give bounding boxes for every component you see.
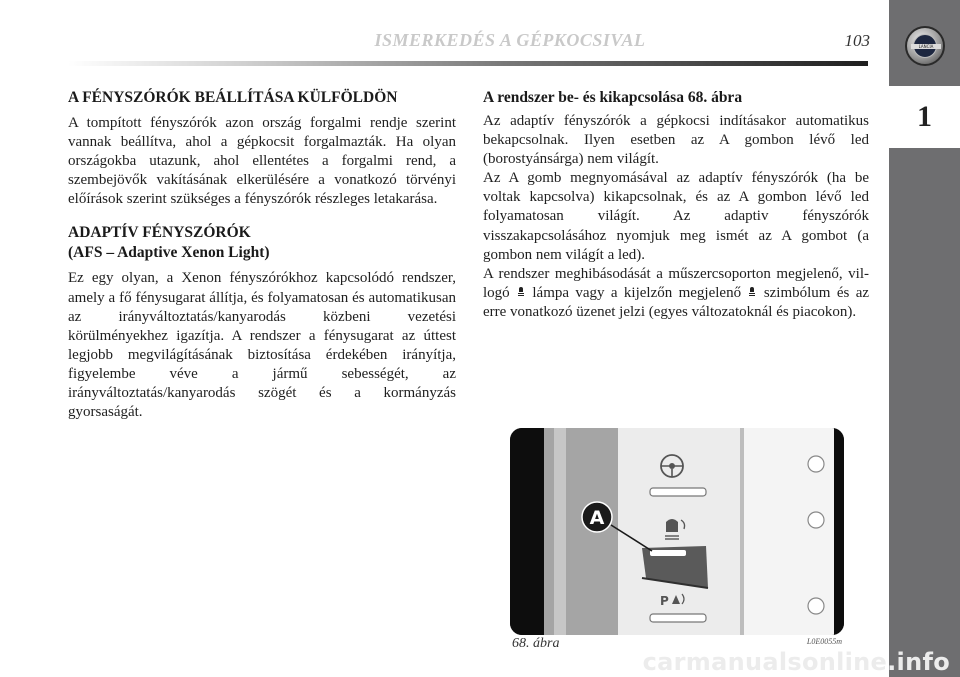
afs-warning-symbol-icon [749,287,755,298]
panel-screw-bottom [808,598,824,614]
lower-switch-slot [650,614,706,622]
toggle-paragraph-2: Az A gomb megnyomásával az adaptív fényszórók (ha be voltak kapcsolva) kikapcsolnak, és az A gombon lévő led folyamatosan világít. Az adaptiv fényszórók visszakapcsolásához nyomjuk meg ismét az A gombot (a gombon nem világít a led). [483,170,869,263]
logo-text: LANCIA [911,44,941,49]
toggle-paragraph-3 [483,265,869,322]
figure-code: L0E0055m [806,637,842,646]
section-title-afs: ADAPTÍV FÉNYSZÓRÓK [68,224,251,242]
toggle-p3-part3: szimbólum és az erre vonatkozó üzenet jelzi (egyes változatoknál és piacokon). [483,284,870,320]
section-title-toggle: A rendszer be- és kikapcsolása 68. ábra [483,89,743,106]
section-title-abroad: A FÉNYSZÓRÓK BEÁLLÍTÁSA KÜLFÖLDÖN [68,89,398,106]
callout-a-label: A [589,507,605,529]
figure-caption: 68. ábra [512,636,560,651]
page-header-title: ISMERKEDÉS A GÉPKOCSIVAL [374,30,646,50]
section-body-abroad: A tompított fényszórók azon ország forgalmi rendje szerint vannak beállítva, ahol a gépkocsit forgalmazták. Ha olyan országokba utazunk, ahol ellentétes a forgalmi rend, a szembejövők vakításának elkerülésére a vonatkozó törvényi előírások szerint szükséges a fényszórók részleges letakarása. [68,115,456,208]
toggle-p3-part1: A rendszer meghibásodását a műszercsoporton megjelenő, vil-logó [483,265,869,301]
afs-warning-lamp-icon [518,287,524,298]
panel-screw-middle [808,512,824,528]
watermark-text: carmanualsonline.info [642,648,950,676]
chapter-tab[interactable]: 1 [889,86,960,148]
svg-text:P: P [660,594,669,608]
right-column [483,88,869,322]
figure-68-illustration [510,428,844,635]
page-number: 103 [844,31,870,50]
header-rule [68,61,868,66]
afs-button-led [650,550,686,556]
toggle-p3-part2: lámpa vagy a kijelzőn megjelenő [532,284,742,301]
upper-switch-slot [650,488,706,496]
toggle-paragraph-1: Az adaptív fényszórók a gépkocsi indításakor automatikus bekapcsolnak. Ilyen esetben az A gombon lévő led (borostyánsárga) nem világít. [483,113,869,168]
section-body-afs: Ez egy olyan, a Xenon fényszórókhoz kapcsolódó rendszer, amely a fő fénysugarat állítja, és folyamatosan és automatikusan az irányváltoztatás/kanyarodás közbeni vezetési körülményekhez igazítja. A rendszer a fénysugarat az úttest legjobb megvilágításának biztosítása érdekében irányítja, figyelembe véve a jármű sebességét, az irányváltoztatás/kanyarodás szögét és a kormányzás gyorsaságát. [68,270,456,421]
panel-screw-top [808,456,824,472]
section-subtitle-afs: (AFS – Adaptive Xenon Light) [68,244,270,262]
figure-68 [510,428,844,635]
lancia-shield-logo-icon [905,26,945,66]
left-column [68,88,456,422]
